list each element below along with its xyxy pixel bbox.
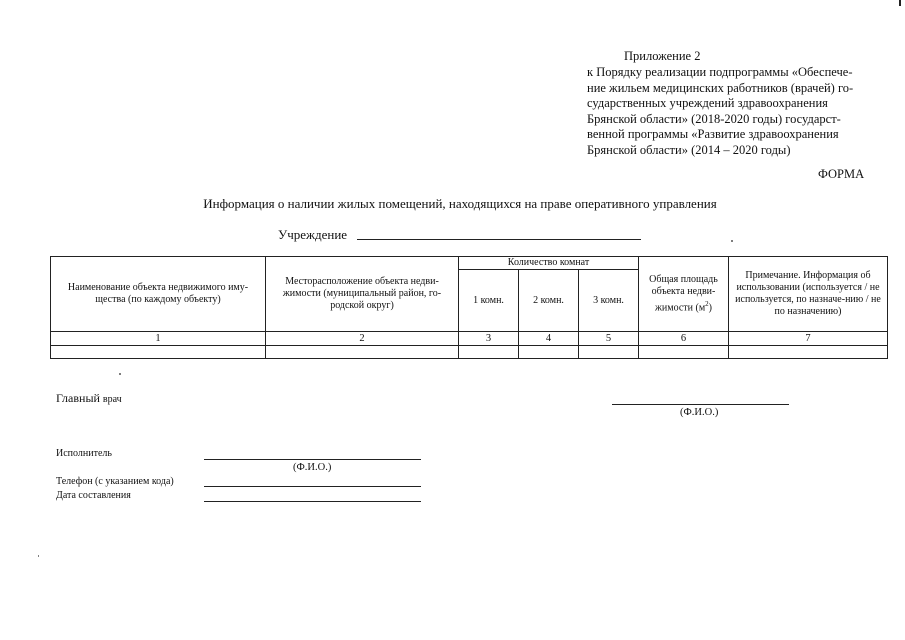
executor-label: Исполнитель [56,448,112,459]
executor-fio-caption: (Ф.И.О.) [293,462,332,473]
annex-line: к Порядку реализации подпрограммы «Обеспече- [587,65,853,79]
scan-speck [731,240,733,242]
chief-fio-caption: (Ф.И.О.) [680,407,719,418]
scan-edge-mark [899,0,901,6]
housing-table [50,256,888,359]
institution-label: Учреждение [278,227,348,242]
area-label: Общая площадь объекта недви-жимости [649,273,718,314]
table-cell[interactable] [639,346,729,359]
annex-line: Брянской области» (2018-2020 годы) государст- [587,111,841,126]
scan-speck [38,555,39,557]
form-label: ФОРМА [818,167,865,181]
column-numbers-row [51,332,888,346]
table-cell[interactable] [579,346,639,359]
header-rooms-1: 1 комн. [459,270,519,332]
area-unit: (м [695,302,706,314]
annex-line: венной программы «Развитие здравоохранения [587,127,839,141]
scan-speck [119,373,121,375]
column-number: 5 [579,332,639,346]
header-note: Примечание. Информация об использовании (используется / не используется, по назначе-нию / не по назначению) [729,257,888,332]
annex-line: сударственных учреждений здравоохранения [587,96,828,110]
header-location: Месторасположение объекта недви-жимости (муниципальный район, го-родской округ) [266,257,459,332]
header-rooms-2: 2 комн. [519,270,579,332]
chief-doctor-label [56,391,122,406]
document-title: Информация о наличии жилых помещений, находящихся на праве оперативного управления [203,196,717,211]
column-number: 7 [729,332,888,346]
table-cell[interactable] [519,346,579,359]
header-rooms-count: Количество комнат [459,257,639,270]
date-label: Дата составления [56,490,131,501]
column-number: 1 [51,332,266,346]
date-input-line[interactable] [204,501,421,502]
table-row [51,346,888,359]
phone-input-line[interactable] [204,486,421,487]
table-cell[interactable] [51,346,266,359]
annex-reference [587,65,872,158]
header-rooms-3: 3 комн. [579,270,639,332]
executor-signature-line[interactable] [204,459,421,460]
phone-label: Телефон (с указанием кода) [56,476,174,487]
institution-input-line[interactable] [357,239,641,240]
annex-line: ние жильем медицинских работников (врачей) го- [587,80,854,95]
column-number: 2 [266,332,459,346]
column-number: 3 [459,332,519,346]
chief-title: Главный [56,391,100,405]
table-cell[interactable] [459,346,519,359]
annex-line: Брянской области» (2014 – 2020 годы) [587,142,791,157]
column-number: 4 [519,332,579,346]
header-object-name: Наименование объекта недвижимого иму-щества (по каждому объекту) [51,257,266,332]
area-unit-sup: 2 [705,299,709,308]
annex-title: Приложение 2 [624,49,701,63]
chief-title-small: врач [102,394,122,405]
header-total-area [639,257,729,332]
column-number: 6 [639,332,729,346]
area-unit-close: ) [708,302,712,314]
table-cell[interactable] [729,346,888,359]
table-cell[interactable] [266,346,459,359]
chief-signature-line[interactable] [612,404,789,405]
